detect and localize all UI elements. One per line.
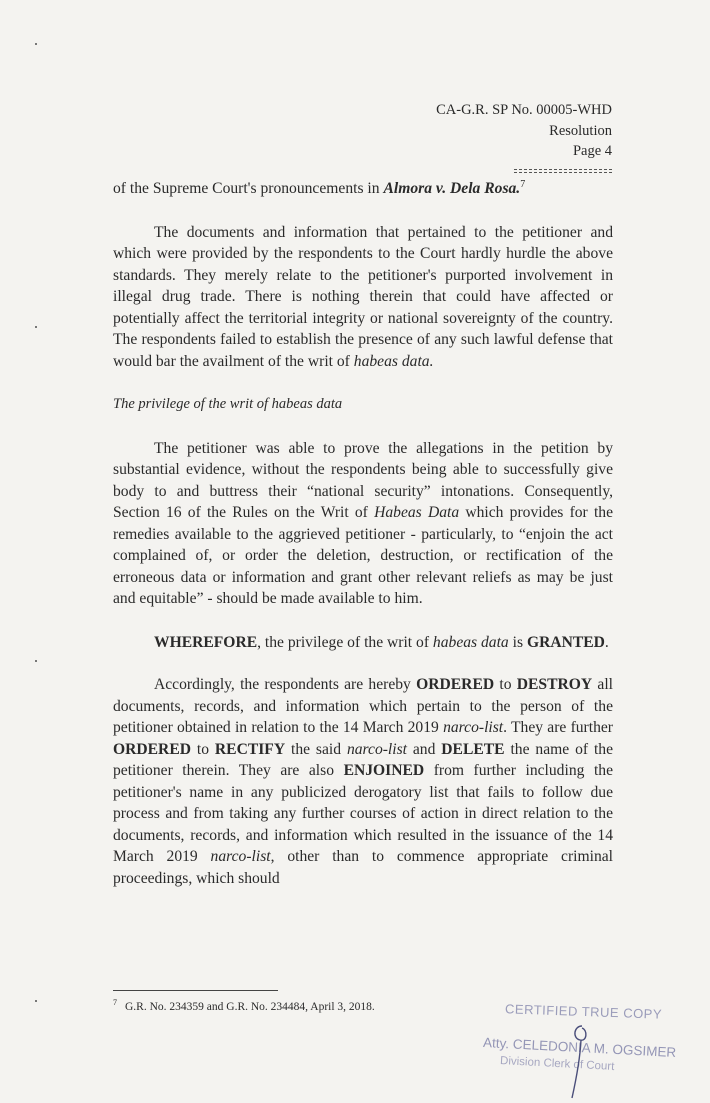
document-type: Resolution xyxy=(549,122,612,139)
paragraph-text: . They are further xyxy=(503,719,613,736)
paragraph-text: the name of the petitioner therein. They are also xyxy=(113,740,613,779)
paragraph-text: is xyxy=(508,633,527,651)
margin-mark xyxy=(35,43,37,45)
paragraph-orders xyxy=(113,674,613,889)
footnote-divider xyxy=(113,990,278,991)
bold-term: GRANTED xyxy=(526,633,605,651)
footnote-reference: 7 xyxy=(520,178,526,190)
certified-true-copy-stamp: CERTIFIED TRUE COPY xyxy=(504,1001,663,1022)
bold-term: WHEREFORE xyxy=(154,633,258,651)
paragraph-text: which provides for the remedies available to the aggrieved petitioner - particularly, to “enjoin the act complained of, or order the deletion, destruction, or rectification of the erroneous data or information and grant other relevant reliefs as may be just and equitable” - should be made available to him. xyxy=(113,504,614,607)
paragraph-text: to xyxy=(190,740,215,758)
footnote xyxy=(113,996,375,1014)
paragraph-privilege xyxy=(113,438,613,610)
page-number: Page 4 xyxy=(572,143,612,159)
bold-term: ORDERED xyxy=(416,676,495,693)
paragraph-text: The petitioner was able to prove the allegations in the petition by substantial evidence, without the respondents being able to successfully give body to and buttress their “national security” intonations. Consequently, Section 16 of the Rules on the Writ of xyxy=(113,439,613,521)
italic-term: narco-list xyxy=(210,848,271,865)
signature-mark xyxy=(560,1020,600,1100)
paragraph-text: . xyxy=(604,633,609,651)
italic-term: habeas data. xyxy=(353,352,434,370)
case-citation: Almora v. Dela Rosa. xyxy=(383,180,521,197)
paragraph-continuation xyxy=(113,178,613,200)
paragraph-text: of the Supreme Court's pronouncements in xyxy=(113,180,384,197)
signatory-name-stamp: Atty. CELEDONIA M. OGSIMER xyxy=(482,1034,677,1061)
case-number: CA-G.R. SP No. 00005-WHD xyxy=(436,102,612,118)
paragraph-text: and xyxy=(407,740,442,758)
italic-term: narco-list xyxy=(443,719,504,736)
paragraph-text: the said xyxy=(285,740,347,758)
margin-mark xyxy=(35,326,37,328)
margin-mark xyxy=(35,660,37,662)
paragraph-wherefore xyxy=(113,632,613,654)
signatory-title-stamp: Division Clerk of Court xyxy=(499,1055,615,1073)
bold-term: ENJOINED xyxy=(343,762,425,779)
bold-term: ORDERED xyxy=(113,740,191,758)
paragraph-text: , other than to commence appropriate criminal proceedings, which should xyxy=(113,848,613,887)
paragraph-text: Accordingly, the respondents are hereby xyxy=(154,676,417,693)
bold-term: RECTIFY xyxy=(214,740,286,758)
italic-term: habeas data xyxy=(432,633,509,651)
section-heading: The privilege of the writ of habeas data xyxy=(113,396,343,412)
bold-term: DESTROY xyxy=(516,676,593,693)
paragraph-text: from further including the petitioner's name in any publicized derogatory list that fails to follow due process and from taking any further courses of action in direct relation to the documents, records, and information which resulted in the issuance of the 14 March 2019 xyxy=(113,762,613,865)
paragraph-text: to xyxy=(494,676,517,693)
paragraph-text: The documents and information that pertained to the petitioner and which were provided by the respondents to the Court hardly hurdle the above standards. They merely relate to the petitioner's purported involvement in illegal drug trade. There is nothing therein that could have affected or potentially affect the territorial integrity or national sovereignty of the country. The respondents failed to establish the presence of any such lawful defense that would bar the availment of the writ of xyxy=(113,223,613,370)
footnote-number: 7 xyxy=(113,998,117,1007)
footnote-text: G.R. No. 234359 and G.R. No. 234484, April 3, 2018. xyxy=(125,1000,375,1013)
paragraph-text: all documents, records, and information which pertain to the person of the petitioner obtained in relation to the 14 March 2019 xyxy=(113,676,613,736)
header-divider xyxy=(514,169,612,173)
bold-term: DELETE xyxy=(441,740,505,758)
paragraph-text: , the privilege of the writ of xyxy=(257,633,433,651)
margin-mark xyxy=(35,1000,37,1002)
italic-term: Habeas Data xyxy=(374,504,460,521)
document-body xyxy=(113,178,613,889)
paragraph-standards xyxy=(113,222,613,373)
page-header xyxy=(436,100,612,162)
italic-term: narco-list xyxy=(346,740,407,758)
